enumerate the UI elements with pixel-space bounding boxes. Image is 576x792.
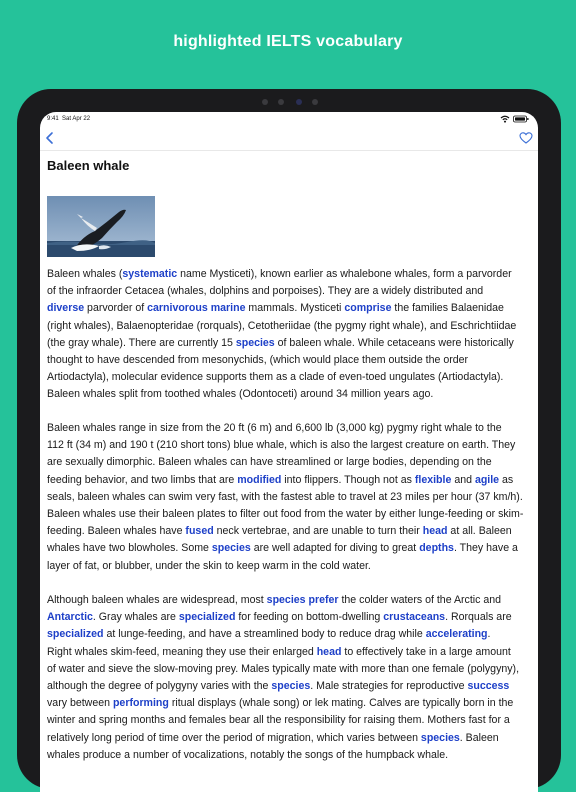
body-text: parvorder of — [84, 302, 148, 315]
body-text: . They have a — [453, 542, 518, 555]
paragraph-line — [47, 592, 519, 609]
paragraph-line — [47, 489, 523, 506]
body-text: . Rorquals are — [445, 611, 512, 624]
vocabulary-word[interactable]: systematic — [122, 268, 178, 280]
paragraph-line — [47, 730, 519, 747]
paragraph-line — [47, 369, 516, 386]
vocabulary-word[interactable]: marine — [210, 302, 246, 315]
paragraph-line — [47, 678, 519, 695]
body-text: and — [451, 473, 475, 486]
body-text: whales produce a number of vocalizations, notably the songs of the humpback whale. — [47, 748, 449, 761]
paragraph-line — [47, 626, 519, 643]
vocabulary-word[interactable]: performing — [112, 697, 169, 710]
status-clock: 9:41 — [47, 116, 59, 122]
paragraph-line — [47, 454, 523, 471]
vocabulary-word[interactable]: head — [316, 645, 342, 658]
body-text: 112 ft (34 m) and 190 t (210 short tons) blue whale, which is also the largest creature on earth. They — [47, 439, 516, 452]
article-paragraph — [47, 420, 523, 575]
body-text: for feeding on bottom-dwelling — [235, 611, 384, 624]
vocabulary-word[interactable]: accelerating — [425, 628, 488, 641]
paragraph-line — [47, 506, 523, 523]
paragraph-line — [47, 352, 516, 369]
article-content — [47, 150, 531, 761]
status-bar — [40, 112, 538, 126]
body-text: of baleen whale. While cetaceans were historically — [274, 336, 514, 349]
body-text: although the degree of polygyny varies with the — [47, 679, 272, 692]
article-paragraph — [47, 592, 519, 764]
body-text: of the infraorder Cetacea (whales, dolphins and porpoises). They are a widely distributed and — [47, 285, 484, 298]
vocabulary-word[interactable]: modified — [237, 473, 282, 486]
body-text: . Male strategies for reproductive — [310, 679, 468, 692]
body-text: Baleen whales range in size from the 20 ft (6 m) and 6,600 lb (3,000 kg) pygmy right whale to the — [47, 422, 502, 434]
paragraph-line — [47, 695, 519, 712]
body-text: neck vertebrae, and are unable to turn their — [213, 525, 423, 538]
body-text: mammals. Mysticeti — [245, 302, 345, 315]
vocabulary-word[interactable]: agile — [474, 473, 500, 486]
body-text: feeding. Baleen whales have — [47, 525, 186, 538]
body-text: of water and sieve the slow-moving prey. Males typically mate with more than one female (polygyny), — [47, 662, 520, 675]
body-text: Right whales skim-feed, meaning they use their enlarged — [47, 645, 317, 658]
paragraph-line — [47, 266, 516, 283]
chevron-left-icon[interactable] — [43, 131, 57, 145]
vocabulary-word[interactable]: depths — [419, 542, 454, 555]
body-text: name Mysticeti), known earlier as whalebone whales, form a parvorder — [177, 268, 512, 280]
body-text: at lunge-feeding, and have a streamlined body to reduce drag while — [103, 628, 426, 641]
heart-outline-icon[interactable] — [519, 131, 533, 145]
vocabulary-word[interactable]: specialized — [47, 628, 104, 641]
vocabulary-word[interactable]: success — [467, 679, 510, 692]
body-text: ritual displays (whale song) or lek mating. Calves are typically born in the — [168, 697, 514, 710]
battery-icon — [513, 115, 529, 123]
body-text: the families Balaenidae — [391, 302, 504, 315]
body-text: layer of fat, or blubber, under the skin to keep warm in the cold water. — [47, 559, 371, 572]
body-text: vary between — [47, 697, 113, 710]
vocabulary-word[interactable]: diverse — [47, 302, 85, 315]
body-text: Baleen whales split from toothed whales (Odontoceti) around 34 million years ago. — [47, 388, 434, 401]
body-text: at all. Baleen — [447, 525, 512, 538]
body-text: thought to have descended from mesonychids, (which would place them outside the order — [47, 353, 469, 366]
headline: highlighted IELTS vocabulary — [173, 33, 403, 50]
article-image — [47, 196, 155, 257]
paragraph-line — [47, 609, 519, 626]
vocabulary-word[interactable]: carnivorous — [147, 302, 208, 315]
body-text: are sexually dimorphic. Baleen whales can have streamlined or large bodies, depending on the — [47, 456, 492, 469]
tablet-frame — [17, 89, 561, 789]
body-text: (the gray whale). There are currently 15 — [47, 336, 236, 349]
vocabulary-word[interactable]: head — [422, 525, 448, 538]
body-text: feeding behavior, and two limbs that are — [47, 473, 238, 486]
vocabulary-word[interactable]: Antarctic — [47, 611, 93, 624]
body-text: relatively long period of time over the period of migration, which varies between — [47, 731, 421, 744]
body-text: . — [487, 628, 491, 641]
status-icons — [500, 115, 530, 123]
vocabulary-word[interactable]: specialized — [178, 611, 236, 624]
vocabulary-word[interactable]: flexible — [414, 473, 452, 486]
paragraph-line — [47, 318, 516, 335]
paragraph-line — [47, 644, 519, 661]
body-text: Baleen whales use their baleen plates to filter out food from the water by either lunge-feeding or skim- — [47, 507, 524, 520]
body-text: Although baleen whales are widespread, most — [47, 594, 267, 606]
body-text: Baleen whales ( — [47, 268, 123, 280]
vocabulary-word[interactable]: comprise — [344, 302, 392, 315]
paragraph-line — [47, 386, 516, 403]
navigation-bar — [40, 126, 538, 151]
vocabulary-word[interactable]: prefer — [308, 594, 339, 606]
body-text: to effectively take in a large amount — [341, 645, 511, 658]
paragraph-line — [47, 540, 523, 557]
whale-photo — [47, 196, 155, 257]
paragraph-line — [47, 523, 523, 540]
paragraph-line — [47, 558, 523, 575]
paragraph-line — [47, 712, 519, 729]
body-text: seals, baleen whales can swim very fast, with the fastest able to travel at 23 miles per hour (37 km/h). — [47, 490, 523, 503]
paragraph-line — [47, 300, 516, 317]
body-text: . Gray whales are — [92, 611, 179, 624]
paragraph-line — [47, 437, 523, 454]
paragraph-line — [47, 335, 516, 352]
article-title: Baleen whale — [47, 158, 130, 173]
vocabulary-word[interactable]: species — [271, 679, 311, 692]
body-text: as — [499, 473, 514, 486]
paragraph-line — [47, 747, 519, 764]
paragraph-line — [47, 283, 516, 300]
body-text: Artiodactyla), molecular evidence supports them as a clade of even-toed ungulates (Artiodactyla). — [47, 371, 504, 384]
body-text: whales have two blowholes. Some — [47, 542, 212, 555]
paragraph-line — [47, 661, 519, 678]
vocabulary-word[interactable]: crustaceans — [383, 611, 446, 624]
vocabulary-word[interactable]: fused — [185, 525, 214, 538]
wifi-icon — [500, 115, 510, 123]
status-date: Sat Apr 22 — [62, 116, 91, 122]
paragraph-line — [47, 420, 523, 437]
vocabulary-word[interactable]: species — [211, 542, 251, 555]
app-screen — [40, 112, 538, 792]
body-text: winter and spring months and females bear all the responsibility for raising them. Mothers fast for a — [47, 714, 510, 727]
status-time — [47, 116, 90, 122]
body-text: (right whales), Balaenopteridae (rorquals), Cetotheriidae (the pygmy right whale), and Eschrichtiidae — [47, 319, 517, 332]
vocabulary-word[interactable]: species — [266, 594, 306, 606]
vocabulary-word[interactable]: species — [420, 731, 460, 744]
article-paragraph — [47, 266, 516, 404]
body-text: the colder waters of the Arctic and — [338, 594, 502, 606]
body-text: . Baleen — [459, 731, 499, 744]
vocabulary-word[interactable]: species — [235, 336, 275, 349]
paragraph-line — [47, 472, 523, 489]
camera-sensors — [262, 99, 318, 105]
body-text: are well adapted for diving to great — [250, 542, 420, 555]
body-text: into flippers. Though not as — [281, 473, 415, 486]
